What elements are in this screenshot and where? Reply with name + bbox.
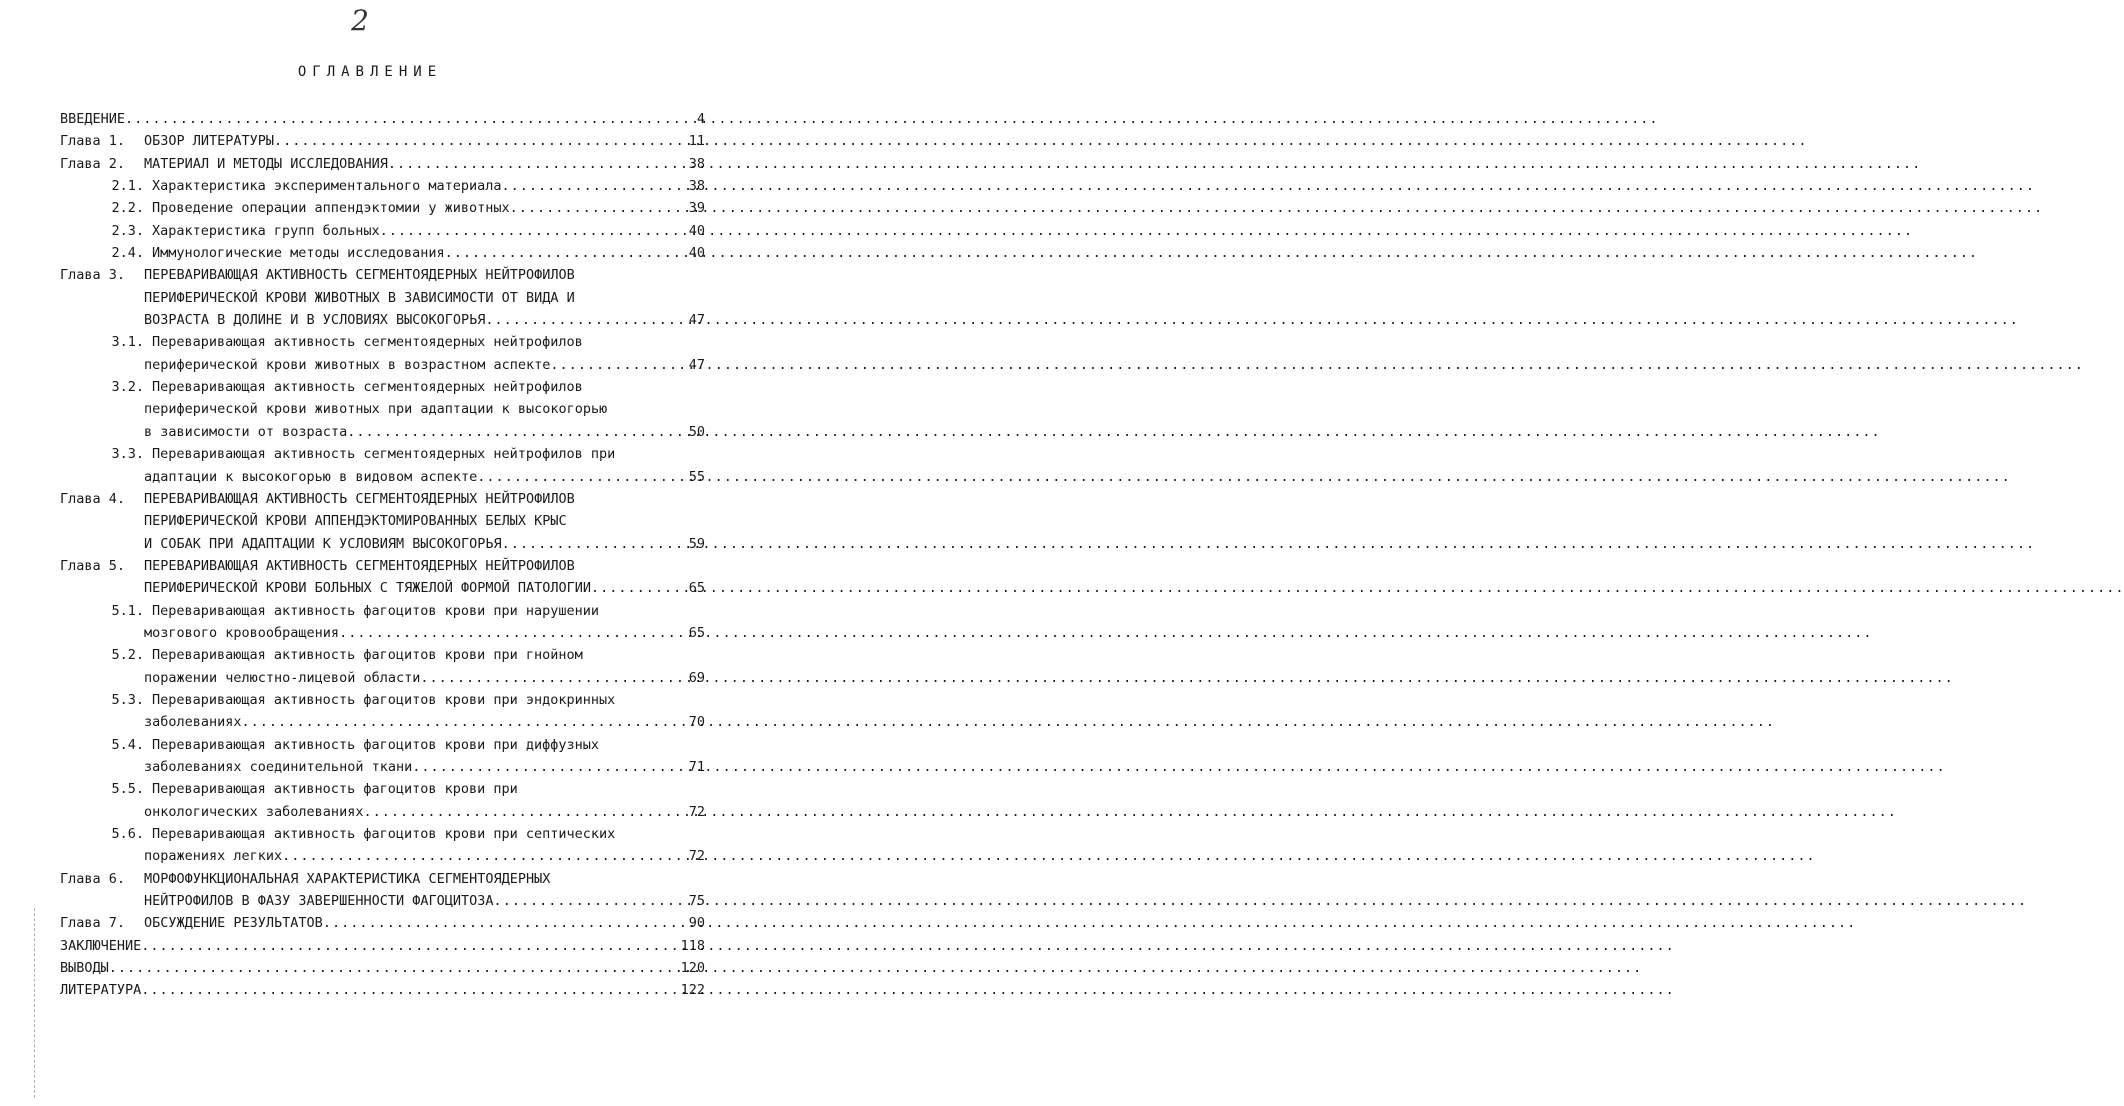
toc-leader-dots — [363, 801, 688, 823]
toc-page-number[interactable]: 11 — [688, 133, 705, 150]
toc-page-number[interactable]: 72 — [688, 848, 705, 865]
toc-line — [60, 175, 705, 197]
toc-entry-number: 3.1. — [111, 334, 144, 351]
toc-entry-text[interactable]: Характеристика групп больных — [152, 222, 380, 239]
toc-entry-number: Глава 4. — [60, 490, 126, 507]
toc-leader-dots — [510, 197, 689, 219]
toc-line — [60, 309, 705, 331]
toc-line — [60, 734, 705, 756]
toc-entry-text[interactable]: ЛИТЕРАТУРА — [60, 982, 142, 999]
toc-entry-text[interactable]: заболеваниях — [144, 714, 242, 731]
toc-page-number[interactable]: 75 — [688, 893, 705, 910]
toc-entry-number: 5.6. — [111, 826, 144, 842]
toc-leader-dots — [125, 108, 697, 130]
toc-entry-number: 2.3. — [111, 222, 144, 239]
toc-line — [60, 264, 705, 286]
toc-entry-number: 5.4. — [111, 736, 144, 753]
toc-entry-text[interactable]: ВЫВОДЫ — [60, 960, 109, 977]
toc-entry-text[interactable]: Переваривающая активность фагоцитов крови при гнойном — [152, 647, 583, 664]
toc-entry-text[interactable]: Переваривающая активность фагоцитов крови при эндокринных — [152, 691, 616, 708]
toc-leader-dots — [242, 711, 689, 733]
toc-line — [60, 242, 705, 264]
toc-entry-text[interactable]: Переваривающая активность фагоцитов крови при диффузных — [152, 736, 600, 753]
toc-entry-text[interactable]: ПЕРИФЕРИЧЕСКОЙ КРОВИ ЖИВОТНЫХ В ЗАВИСИМОСТИ ОТ ВИДА И — [144, 289, 575, 306]
toc-entry-text[interactable]: Характеристика экспериментального материала — [152, 178, 502, 195]
toc-line — [60, 756, 705, 778]
toc-entry-number: Глава 5. — [60, 557, 126, 574]
toc-entry-text[interactable]: МОРФОФУНКЦИОНАЛЬНАЯ ХАРАКТЕРИСТИКА СЕГМЕНТОЯДЕРНЫХ — [144, 870, 551, 887]
toc-line — [60, 153, 705, 175]
page-number: 2 — [351, 4, 369, 37]
toc-line — [60, 331, 705, 353]
toc-leader-dots — [494, 890, 689, 912]
toc-entry-text[interactable]: заболеваниях соединительной ткани — [144, 758, 413, 775]
toc-line — [60, 935, 705, 957]
toc-line — [60, 801, 705, 823]
toc-page-number[interactable]: 55 — [688, 468, 705, 485]
toc-page-number[interactable]: 47 — [688, 356, 705, 373]
toc-line — [60, 510, 705, 532]
toc-leader-dots — [502, 533, 689, 555]
toc-line — [60, 421, 705, 443]
toc-entry-text[interactable]: онкологических заболеваниях — [144, 803, 364, 820]
toc-leader-dots — [380, 220, 689, 242]
toc-entry-text[interactable]: в зависимости от возраста — [144, 423, 348, 440]
toc-entry-text[interactable]: Переваривающая активность сегментоядерных нейтрофилов при — [152, 446, 616, 463]
toc-entry-text[interactable]: Переваривающая активность сегментоядерных нейтрофилов — [152, 379, 583, 396]
toc-entry-text[interactable]: поражении челюстно-лицевой области — [144, 669, 421, 686]
toc-entry-number: Глава 7. — [60, 915, 126, 932]
toc-line — [60, 398, 705, 420]
toc-entry-text[interactable]: Переваривающая активность фагоцитов крови при септических — [152, 826, 616, 842]
toc-line — [60, 108, 705, 130]
toc-leader-dots — [445, 242, 689, 264]
toc-leader-dots — [502, 175, 689, 197]
toc-entry-number: 3.3. — [111, 446, 144, 463]
toc-line — [60, 957, 705, 979]
toc-leader-dots — [282, 845, 689, 867]
toc-entry-text[interactable]: ПЕРЕВАРИВАЮЩАЯ АКТИВНОСТЬ СЕГМЕНТОЯДЕРНЫХ НЕЙТРОФИЛОВ — [144, 490, 575, 507]
table-of-contents — [60, 108, 705, 1002]
toc-leader-dots — [485, 309, 688, 331]
toc-page-number[interactable]: 59 — [688, 535, 705, 552]
toc-leader-dots — [477, 466, 688, 488]
toc-line — [60, 555, 705, 577]
toc-line — [60, 354, 705, 376]
toc-leader-dots — [591, 577, 689, 599]
toc-entry-number: 2.2. — [111, 200, 144, 217]
toc-leader-dots — [339, 622, 689, 644]
toc-line — [60, 644, 705, 666]
toc-entry-text[interactable]: Иммунологические методы исследования — [152, 245, 445, 262]
toc-entry-text[interactable]: НЕЙТРОФИЛОВ В ФАЗУ ЗАВЕРШЕННОСТИ ФАГОЦИТОЗА — [144, 893, 494, 910]
toc-page-number[interactable]: 122 — [680, 982, 705, 999]
toc-page-number[interactable]: 90 — [688, 915, 705, 932]
toc-line — [60, 868, 705, 890]
toc-page-number[interactable]: 65 — [688, 580, 705, 597]
toc-entry-text[interactable]: Переваривающая активность фагоцитов крови при нарушении — [152, 602, 600, 619]
toc-entry-text[interactable]: ВОЗРАСТА В ДОЛИНЕ И В УСЛОВИЯХ ВЫСОКОГОРЬЯ — [144, 312, 486, 329]
toc-entry-number: 5.5. — [111, 781, 144, 798]
toc-leader-dots — [412, 756, 689, 778]
toc-entry-text[interactable]: адаптации к высокогорью в видовом аспекте — [144, 468, 478, 485]
toc-line — [60, 197, 705, 219]
margin-mark — [34, 908, 37, 1098]
toc-line — [60, 488, 705, 510]
toc-entry-number: 2.4. — [111, 245, 144, 262]
toc-entry-text[interactable]: периферической крови животных при адаптации к высокогорью — [144, 401, 608, 418]
toc-entry-number: 5.2. — [111, 647, 144, 664]
toc-leader-dots — [274, 130, 689, 152]
toc-line — [60, 287, 705, 309]
toc-page-number[interactable]: 65 — [688, 624, 705, 641]
toc-line — [60, 912, 705, 934]
toc-line — [60, 845, 705, 867]
toc-entry-text[interactable]: ОБСУЖДЕНИЕ РЕЗУЛЬТАТОВ — [144, 915, 323, 932]
toc-page-number[interactable]: 38 — [688, 178, 705, 195]
toc-leader-dots — [141, 979, 680, 1001]
toc-line — [60, 533, 705, 555]
toc-page-number[interactable]: 71 — [688, 758, 705, 775]
toc-entry-number: Глава 1. — [60, 133, 126, 150]
toc-entry-text[interactable]: поражениях легких — [144, 848, 283, 865]
toc-leader-dots — [109, 957, 681, 979]
toc-line — [60, 778, 705, 800]
toc-line — [60, 823, 705, 845]
toc-entry-text[interactable]: ОБЗОР ЛИТЕРАТУРЫ — [144, 133, 275, 150]
toc-line — [60, 711, 705, 733]
toc-page-number[interactable]: 40 — [688, 222, 705, 239]
toc-leader-dots — [141, 935, 680, 957]
toc-entry-text[interactable]: Переваривающая активность сегментоядерных нейтрофилов — [152, 334, 583, 351]
toc-line — [60, 979, 705, 1001]
toc-entry-text[interactable]: мозгового кровообращения — [144, 624, 340, 641]
page-title: ОГЛАВЛЕНИЕ — [297, 64, 443, 80]
toc-line — [60, 443, 705, 465]
toc-entry-number: Глава 2. — [60, 155, 126, 172]
toc-entry-text[interactable]: Переваривающая активность фагоцитов крови при — [152, 781, 518, 798]
toc-line — [60, 600, 705, 622]
toc-entry-text[interactable]: ВВЕДЕНИЕ — [60, 111, 126, 127]
toc-page-number[interactable]: 40 — [688, 245, 705, 262]
toc-entry-text[interactable]: ПЕРИФЕРИЧЕСКОЙ КРОВИ АППЕНДЭКТОМИРОВАННЫХ БЕЛЫХ КРЫС — [144, 513, 567, 530]
toc-entry-text[interactable]: ПЕРЕВАРИВАЮЩАЯ АКТИВНОСТЬ СЕГМЕНТОЯДЕРНЫХ НЕЙТРОФИЛОВ — [144, 267, 575, 284]
toc-entry-text[interactable]: Проведение операции аппендэктомии у животных — [152, 200, 510, 217]
toc-page-number[interactable]: 118 — [680, 937, 705, 954]
toc-leader-dots — [347, 421, 689, 443]
toc-page-number[interactable]: 38 — [688, 155, 705, 172]
toc-page-number[interactable]: 70 — [688, 714, 705, 731]
toc-leader-dots — [388, 153, 689, 175]
toc-entry-number: 5.1. — [111, 602, 144, 619]
toc-entry-number: Глава 3. — [60, 267, 126, 284]
toc-entry-text[interactable]: ПЕРЕВАРИВАЮЩАЯ АКТИВНОСТЬ СЕГМЕНТОЯДЕРНЫХ НЕЙТРОФИЛОВ — [144, 557, 575, 574]
toc-entry-number: Глава 6. — [60, 870, 126, 887]
toc-entry-text[interactable]: ЗАКЛЮЧЕНИЕ — [60, 937, 142, 954]
toc-line — [60, 220, 705, 242]
toc-page-number[interactable]: 47 — [688, 312, 705, 329]
toc-page-number[interactable]: 120 — [680, 960, 705, 977]
toc-entry-text[interactable]: периферической крови животных в возрастном аспекте — [144, 356, 551, 373]
toc-line — [60, 577, 705, 599]
toc-page-number[interactable]: 50 — [688, 423, 705, 440]
toc-entry-number: 2.1. — [111, 178, 144, 195]
toc-leader-dots — [550, 354, 688, 376]
toc-line — [60, 667, 705, 689]
toc-entry-number: 5.3. — [111, 691, 144, 708]
toc-page-number[interactable]: 4 — [696, 111, 705, 127]
toc-line — [60, 622, 705, 644]
toc-leader-dots — [420, 667, 688, 689]
toc-page-number[interactable]: 72 — [688, 803, 705, 820]
toc-entry-text[interactable]: МАТЕРИАЛ И МЕТОДЫ ИССЛЕДОВАНИЯ — [144, 155, 388, 172]
toc-line — [60, 689, 705, 711]
toc-entry-text[interactable]: ПЕРИФЕРИЧЕСКОЙ КРОВИ БОЛЬНЫХ С ТЯЖЕЛОЙ ФОРМОЙ ПАТОЛОГИИ — [144, 580, 592, 597]
toc-page-number[interactable]: 69 — [688, 669, 705, 686]
toc-entry-number: 3.2. — [111, 379, 144, 396]
toc-line — [60, 130, 705, 152]
toc-leader-dots — [323, 912, 689, 934]
toc-line — [60, 890, 705, 912]
toc-page-number[interactable]: 39 — [688, 200, 705, 217]
toc-entry-text[interactable]: И СОБАК ПРИ АДАПТАЦИИ К УСЛОВИЯМ ВЫСОКОГОРЬЯ — [144, 535, 502, 552]
toc-line — [60, 466, 705, 488]
toc-line — [60, 376, 705, 398]
